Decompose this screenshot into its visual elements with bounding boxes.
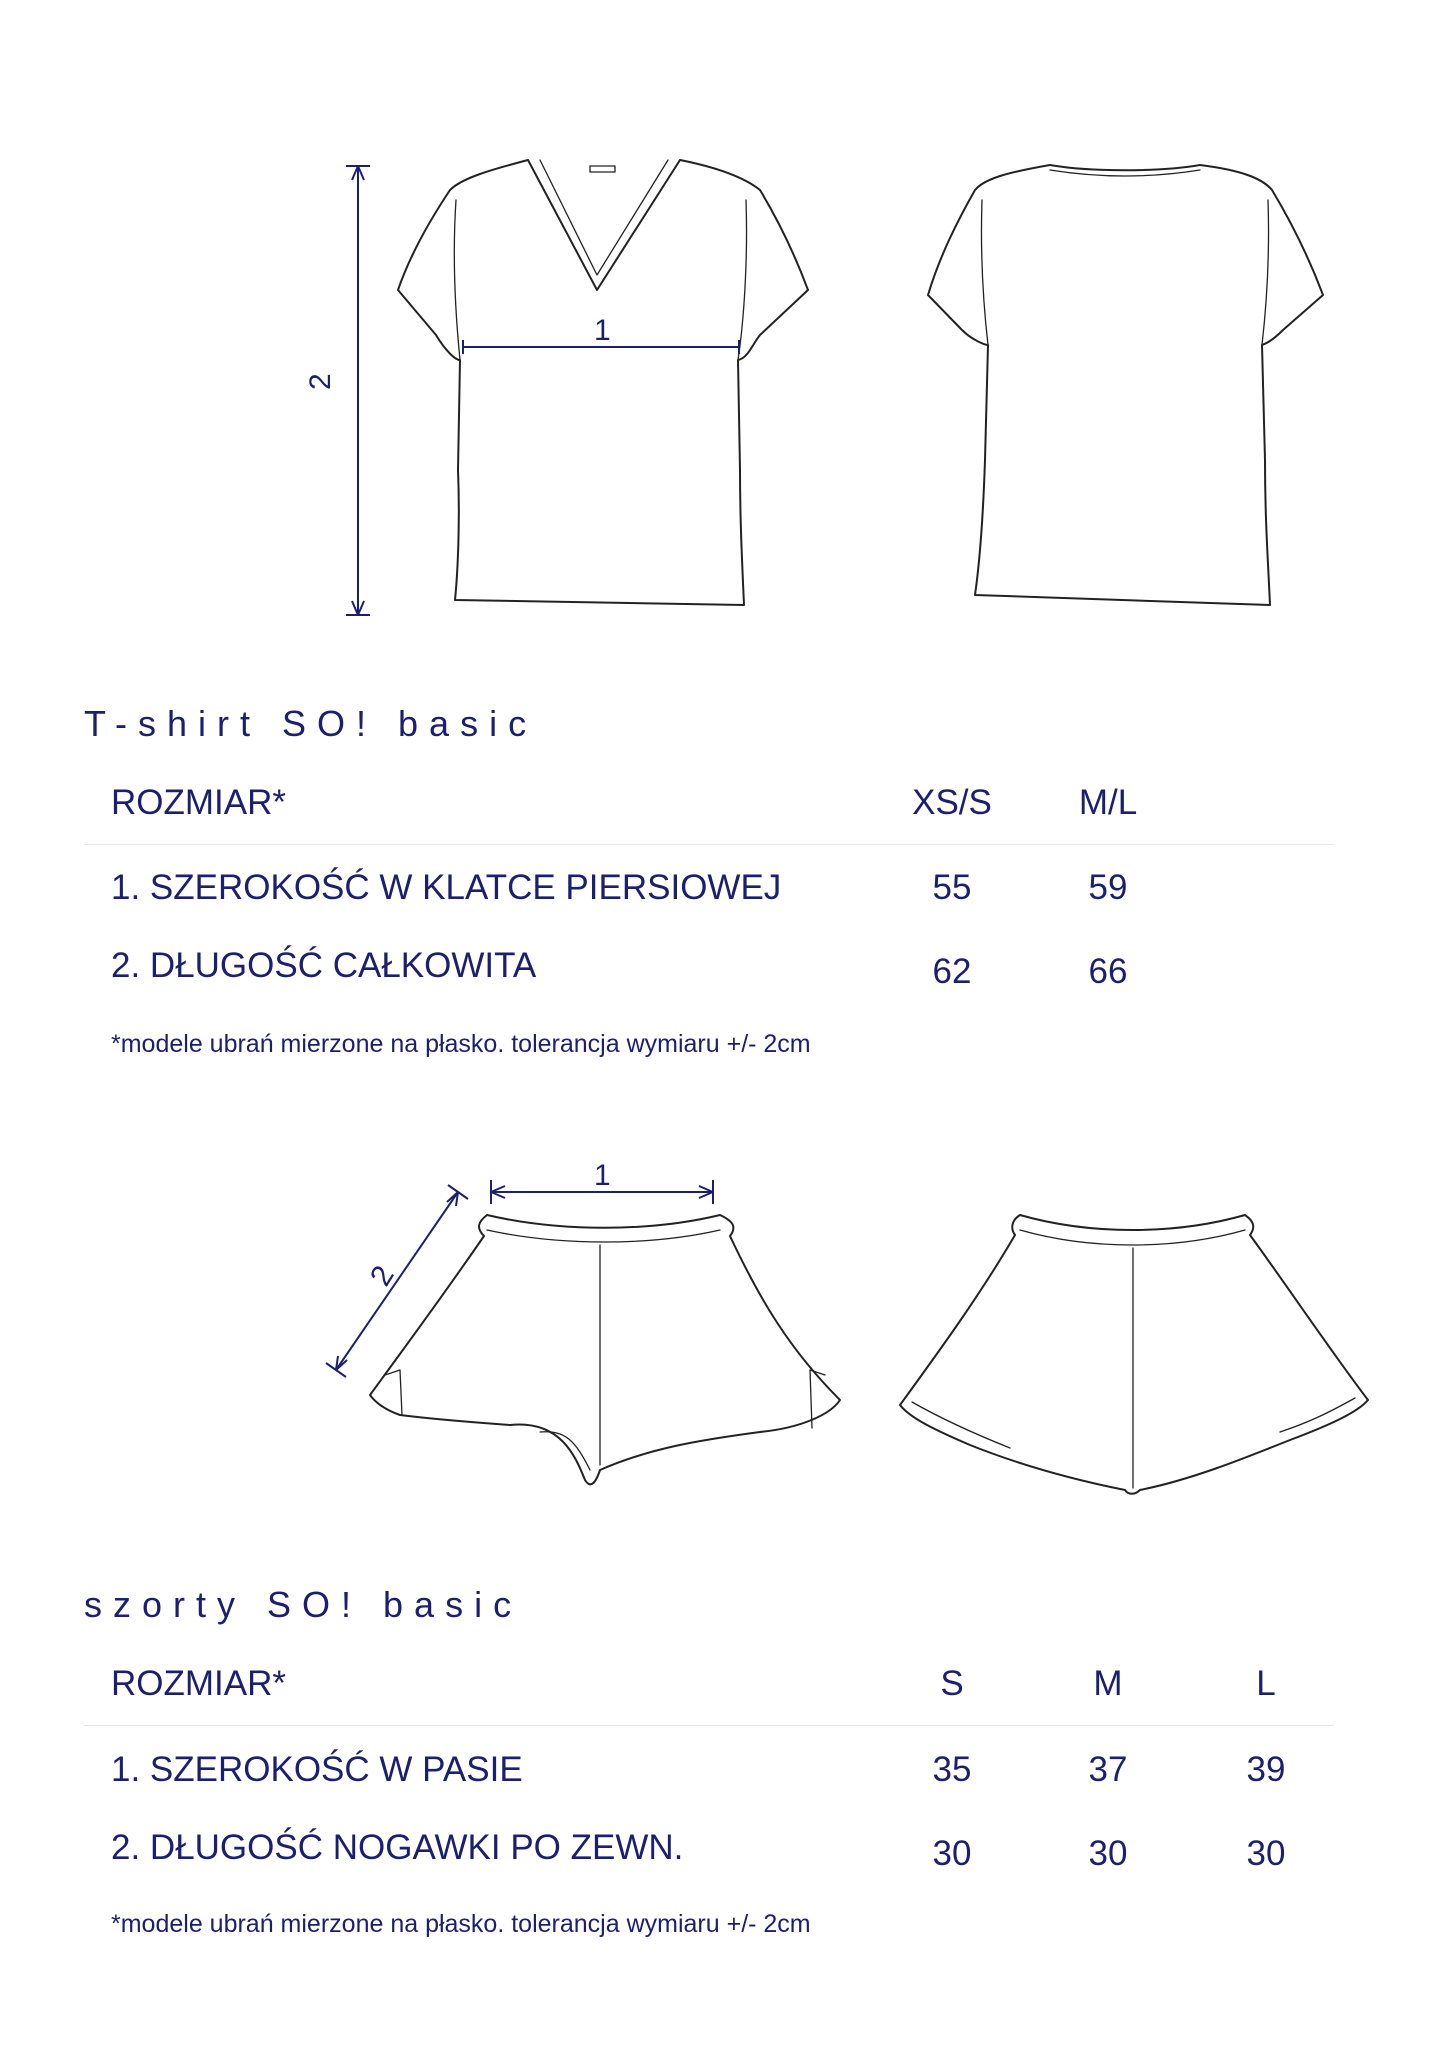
tshirt-dim-2-label: 2 xyxy=(304,373,337,390)
shorts-row-value: 37 xyxy=(1088,1750,1128,1789)
shorts-size-header-label: ROZMIAR* xyxy=(111,1664,286,1703)
tshirt-measure-note: *modele ubrań mierzone na płasko. tolerancja wymiaru +/- 2cm xyxy=(111,1030,811,1058)
shorts-row-value: 30 xyxy=(1088,1834,1128,1873)
tshirt-title: T-shirt SO! basic xyxy=(84,703,538,744)
tshirt-row-label: 1. SZEROKOŚĆ W KLATCE PIERSIOWEJ xyxy=(111,868,782,907)
shorts-header-divider xyxy=(84,1725,1334,1726)
shorts-size-l: L xyxy=(1256,1664,1276,1703)
tshirt-size-xs-s: XS/S xyxy=(912,783,992,822)
shorts-title: szorty SO! basic xyxy=(84,1584,523,1625)
tshirt-row-value: 62 xyxy=(932,952,972,991)
shorts-dim-1-label: 1 xyxy=(594,1159,611,1192)
tshirt-size-header-label: ROZMIAR* xyxy=(111,783,286,822)
shorts-row-value: 39 xyxy=(1246,1750,1286,1789)
shorts-row-value: 35 xyxy=(932,1750,972,1789)
shorts-size-m: M xyxy=(1093,1664,1123,1703)
tshirt-size-m-l: M/L xyxy=(1078,783,1138,822)
shorts-row-label: 2. DŁUGOŚĆ NOGAWKI PO ZEWN. xyxy=(111,1828,684,1867)
shorts-measure-note: *modele ubrań mierzone na płasko. tolerancja wymiaru +/- 2cm xyxy=(111,1910,811,1938)
tshirt-row-value: 59 xyxy=(1088,868,1128,907)
shorts-row-value: 30 xyxy=(1246,1834,1286,1873)
tshirt-row-value: 55 xyxy=(932,868,972,907)
shorts-size-s: S xyxy=(940,1664,964,1703)
shorts-row-label: 1. SZEROKOŚĆ W PASIE xyxy=(111,1750,523,1789)
shorts-dim-2-label: 2 xyxy=(363,1260,401,1292)
tshirt-row-value: 66 xyxy=(1088,952,1128,991)
tshirt-row-label: 2. DŁUGOŚĆ CAŁKOWITA xyxy=(111,946,537,985)
tshirt-dim-1-label: 1 xyxy=(594,314,611,347)
shorts-row-value: 30 xyxy=(932,1834,972,1873)
